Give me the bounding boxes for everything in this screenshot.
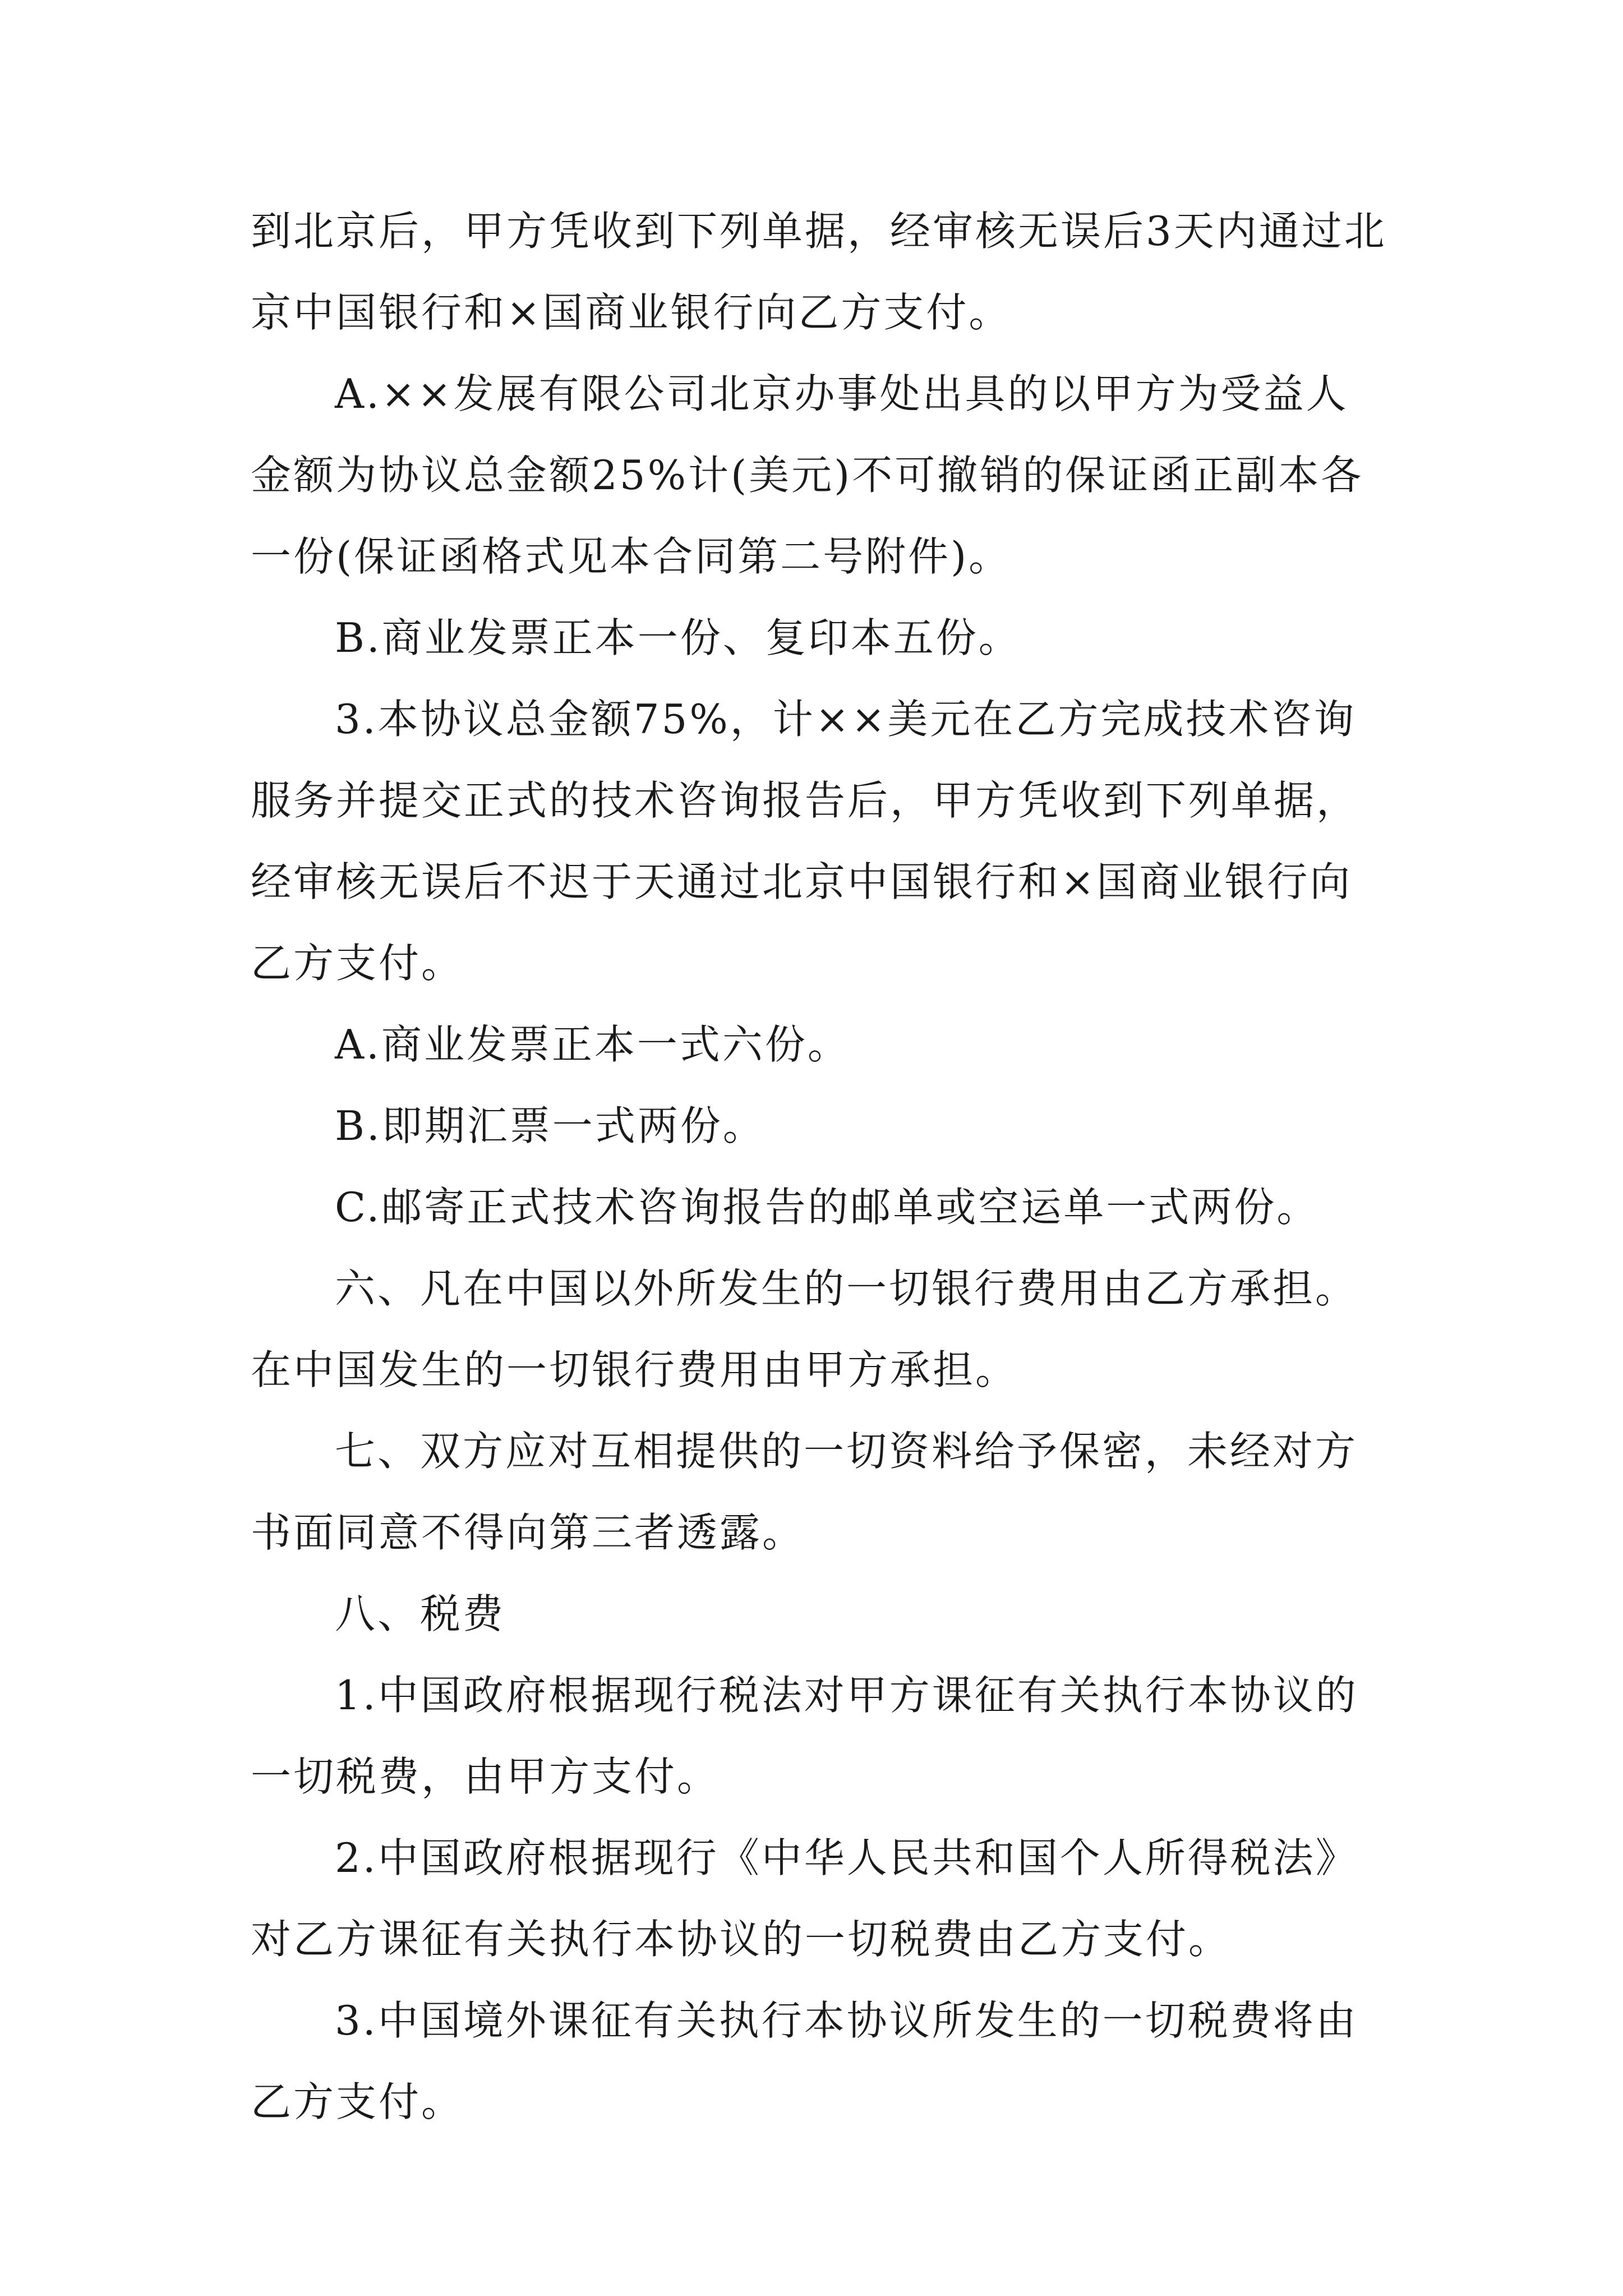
paragraph-4: 3.本协议总金额75%，计××美元在乙方完成技术咨询服务并提交正式的技术咨询报告后，甲方凭收到下列单据，经审核无误后不迟于天通过北京中国银行和×国商业银行向乙方支付。	[251, 696, 1359, 987]
paragraph-6: B.即期汇票一式两份。	[335, 1102, 766, 1149]
paragraph-7: C.邮寄正式技术咨询报告的邮单或空运单一式两份。	[335, 1184, 1320, 1231]
paragraph-11: 1.中国政府根据现行税法对甲方课征有关执行本协议的一切税费，由甲方支付。	[251, 1672, 1358, 1800]
document-body	[251, 191, 1389, 2143]
paragraph-3: B.商业发票正本一份、复印本五份。	[335, 614, 1021, 661]
paragraph-5: A.商业发票正本一式六份。	[335, 1021, 850, 1068]
paragraph-13: 3.中国境外课征有关执行本协议所发生的一切税费将由乙方支付。	[251, 1997, 1358, 2125]
paragraph-10: 八、税费	[335, 1590, 506, 1637]
paragraph-9: 七、双方应对互相提供的一切资料给予保密，未经对方书面同意不得向第三者透露。	[251, 1428, 1358, 1556]
paragraph-1: 到北京后，甲方凭收到下列单据，经审核无误后3天内通过北京中国银行和×国商业银行向乙方支付。	[251, 208, 1387, 336]
paragraph-2: A.××发展有限公司北京办事处出具的以甲方为受益人金额为协议总金额25%计(美元)不可撤销的保证函正副本各一份(保证函格式见本合同第二号附件)。	[251, 370, 1364, 580]
paragraph-12: 2.中国政府根据现行《中华人民共和国个人所得税法》对乙方课征有关执行本协议的一切税费由乙方支付。	[251, 1834, 1358, 1963]
paragraph-8: 六、凡在中国以外所发生的一切银行费用由乙方承担。在中国发生的一切银行费用由甲方承担。	[251, 1265, 1358, 1393]
